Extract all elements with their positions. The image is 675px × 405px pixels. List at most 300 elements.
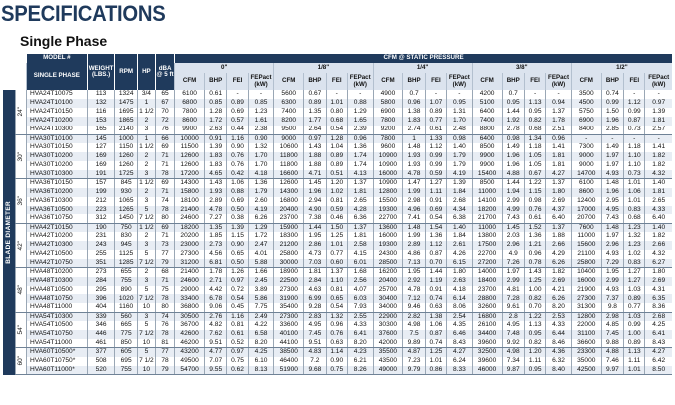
- model-cell: HVA36T10150: [26, 179, 87, 188]
- value-cell: 1.27: [624, 268, 645, 277]
- value-cell: 1.83: [205, 161, 227, 170]
- value-cell: 0.63: [425, 303, 446, 312]
- value-cell: 1.28: [326, 134, 347, 143]
- value-cell: 71: [155, 277, 174, 286]
- value-cell: 5750: [571, 108, 601, 117]
- value-cell: 1.16: [227, 312, 248, 321]
- value-cell: 1.44: [502, 179, 524, 188]
- value-cell: 6.26: [248, 214, 274, 223]
- value-cell: 2140: [115, 126, 137, 135]
- value-cell: 0.68: [524, 126, 545, 135]
- value-cell: 1.29: [248, 223, 274, 232]
- value-cell: 3/4: [137, 90, 155, 99]
- value-cell: -: [326, 90, 347, 99]
- value-cell: 81: [155, 339, 174, 348]
- value-cell: 17200: [175, 170, 205, 179]
- value-cell: 36700: [175, 321, 205, 330]
- value-cell: 1.05: [524, 152, 545, 161]
- value-cell: 2.69: [546, 197, 572, 206]
- value-cell: 1.29: [347, 108, 373, 117]
- value-cell: 19300: [373, 241, 403, 250]
- value-cell: 7.2: [304, 357, 326, 366]
- value-cell: 0.50: [227, 259, 248, 268]
- value-cell: 199: [87, 188, 115, 197]
- value-cell: 3: [137, 241, 155, 250]
- value-cell: 2.39: [347, 126, 373, 135]
- value-cell: 12400: [571, 197, 601, 206]
- value-cell: 1.02: [326, 188, 347, 197]
- value-cell: 78: [155, 330, 174, 339]
- value-cell: 0.69: [425, 206, 446, 215]
- value-cell: 446: [87, 330, 115, 339]
- value-cell: 23700: [472, 286, 502, 295]
- value-cell: 2.99: [601, 277, 623, 286]
- value-cell: 9.46: [403, 303, 425, 312]
- value-cell: 231: [87, 232, 115, 241]
- table-row: [3, 170, 672, 179]
- value-cell: 6.26: [546, 294, 572, 303]
- sub-header: CFM: [274, 73, 304, 90]
- model-cell: HVA30T10150: [26, 143, 87, 152]
- pressure-header: 0": [175, 63, 274, 73]
- value-cell: 1.27: [425, 179, 446, 188]
- value-cell: 1.37: [347, 223, 373, 232]
- value-cell: 4.27: [546, 170, 572, 179]
- value-cell: 9.51: [205, 339, 227, 348]
- value-cell: 22000: [571, 321, 601, 330]
- value-cell: 7.03: [304, 259, 326, 268]
- value-cell: 2.54: [447, 312, 473, 321]
- value-cell: 1065: [115, 197, 137, 206]
- value-cell: 2.83: [304, 312, 326, 321]
- value-cell: 21400: [175, 206, 205, 215]
- model-cell: HVA30T10100: [26, 134, 87, 143]
- value-cell: 1.11: [524, 357, 545, 366]
- value-cell: 1.10: [624, 152, 645, 161]
- value-cell: 312: [87, 214, 115, 223]
- value-cell: 1 1/2: [139, 107, 154, 115]
- table-row: [3, 339, 672, 348]
- value-cell: 1285: [115, 259, 137, 268]
- value-cell: 6400: [472, 134, 502, 143]
- table-row: [3, 277, 672, 286]
- value-cell: 0.90: [326, 357, 347, 366]
- value-cell: 0.73: [624, 126, 645, 135]
- value-cell: 75: [155, 286, 174, 295]
- value-cell: 1.88: [546, 232, 572, 241]
- value-cell: 6.32: [546, 357, 572, 366]
- value-cell: 2.55: [347, 312, 373, 321]
- value-cell: 1.70: [248, 152, 274, 161]
- sub-header: FEPact (kW): [546, 73, 572, 90]
- value-cell: -: [624, 134, 645, 143]
- value-cell: 1.88: [304, 152, 326, 161]
- value-cell: 2.73: [205, 241, 227, 250]
- value-cell: 6.41: [347, 330, 373, 339]
- value-cell: 845: [115, 179, 137, 188]
- value-cell: 9.79: [403, 366, 425, 375]
- value-cell: 6800: [175, 99, 205, 108]
- value-cell: 0.95: [524, 330, 545, 339]
- value-cell: 1.96: [502, 152, 524, 161]
- value-cell: 0.99: [624, 321, 645, 330]
- value-cell: 1.81: [304, 268, 326, 277]
- value-cell: 22900: [373, 312, 403, 321]
- value-cell: 9000: [571, 152, 601, 161]
- value-cell: 1.38: [425, 312, 446, 321]
- value-cell: 2.58: [347, 241, 373, 250]
- value-cell: 30500: [175, 312, 205, 321]
- value-cell: 2.45: [248, 277, 274, 286]
- value-cell: 12800: [373, 188, 403, 197]
- value-cell: 4.21: [546, 286, 572, 295]
- value-cell: 2.47: [248, 241, 274, 250]
- value-cell: 1.12: [624, 99, 645, 108]
- value-cell: 1.97: [601, 161, 623, 170]
- value-cell: 7400: [274, 108, 304, 117]
- value-cell: 1.81: [347, 188, 373, 197]
- value-cell: 7.29: [601, 259, 623, 268]
- value-cell: 4.29: [546, 250, 572, 259]
- value-cell: 1.35: [205, 223, 227, 232]
- value-cell: 4.25: [645, 321, 672, 330]
- value-cell: 1.95: [601, 268, 623, 277]
- value-cell: 2.98: [403, 197, 425, 206]
- value-cell: 1.26: [227, 268, 248, 277]
- value-cell: 655: [115, 268, 137, 277]
- value-cell: 1.41: [645, 143, 672, 152]
- value-cell: 1.82: [645, 232, 672, 241]
- value-cell: 7.43: [502, 214, 524, 223]
- model-cell: HVA30T10300: [26, 170, 87, 179]
- value-cell: 1.25: [524, 277, 545, 286]
- value-cell: 1.12: [425, 143, 446, 152]
- value-cell: 6400: [472, 108, 502, 117]
- value-cell: 1.18: [624, 143, 645, 152]
- value-cell: 4.98: [502, 348, 524, 357]
- value-cell: 42600: [175, 330, 205, 339]
- value-cell: 4.01: [248, 250, 274, 259]
- value-cell: 2.8: [502, 312, 524, 321]
- value-cell: 2.99: [502, 197, 524, 206]
- value-cell: 0.88: [347, 99, 373, 108]
- value-cell: 2.63: [205, 126, 227, 135]
- value-cell: 4.93: [601, 250, 623, 259]
- value-cell: 1.74: [347, 152, 373, 161]
- value-cell: 7.23: [403, 357, 425, 366]
- value-cell: 2.03: [502, 232, 524, 241]
- value-cell: -: [645, 134, 672, 143]
- value-cell: 9900: [472, 152, 502, 161]
- value-cell: 2.60: [248, 197, 274, 206]
- value-cell: 520: [87, 366, 115, 375]
- value-cell: -: [425, 90, 446, 99]
- value-cell: 16800: [274, 197, 304, 206]
- value-cell: 4.56: [205, 250, 227, 259]
- value-cell: 16800: [472, 312, 502, 321]
- value-cell: 0.67: [304, 90, 326, 99]
- value-cell: 4.13: [347, 170, 373, 179]
- table-row: [3, 108, 672, 117]
- value-cell: 1.22: [524, 179, 545, 188]
- value-cell: 191: [87, 170, 115, 179]
- value-cell: 1.81: [546, 152, 572, 161]
- value-cell: 1.45: [502, 223, 524, 232]
- value-cell: 25700: [373, 286, 403, 295]
- value-cell: 0.78: [524, 259, 545, 268]
- value-cell: 2.69: [645, 277, 672, 286]
- value-cell: 4.78: [403, 286, 425, 295]
- model-cell: HVA42T10750: [26, 259, 87, 268]
- value-cell: 4.36: [546, 348, 572, 357]
- value-cell: 2.96: [502, 241, 524, 250]
- value-cell: 1: [137, 134, 155, 143]
- value-cell: 49500: [175, 357, 205, 366]
- blade-size-label: 24": [16, 90, 27, 134]
- value-cell: 0.54: [326, 303, 347, 312]
- value-cell: 4.18: [248, 170, 274, 179]
- value-cell: 1.40: [645, 179, 672, 188]
- value-cell: 7.38: [304, 214, 326, 223]
- value-cell: 0.46: [326, 214, 347, 223]
- value-cell: 0.82: [524, 117, 545, 126]
- value-cell: 7600: [571, 223, 601, 232]
- value-cell: 0.97: [304, 134, 326, 143]
- value-cell: 1.52: [524, 223, 545, 232]
- value-cell: 35000: [571, 357, 601, 366]
- value-cell: 15500: [373, 197, 403, 206]
- value-cell: 7 1/2: [139, 330, 154, 338]
- value-cell: 2.76: [205, 312, 227, 321]
- value-cell: 14100: [472, 197, 502, 206]
- value-cell: 930: [115, 188, 137, 197]
- value-cell: 0.99: [624, 108, 645, 117]
- value-cell: 16000: [571, 277, 601, 286]
- table-row: [3, 286, 672, 295]
- value-cell: 71: [155, 161, 174, 170]
- value-cell: 1.44: [304, 223, 326, 232]
- value-cell: 0.94: [546, 99, 572, 108]
- value-cell: 7 1/2: [139, 294, 154, 302]
- value-cell: -: [227, 90, 248, 99]
- value-cell: 7.45: [304, 330, 326, 339]
- value-cell: 0.77: [326, 250, 347, 259]
- value-cell: 4.18: [447, 286, 473, 295]
- value-cell: 4.93: [601, 170, 623, 179]
- value-cell: 6.38: [447, 214, 473, 223]
- value-cell: 2.99: [502, 277, 524, 286]
- value-cell: 0.81: [326, 197, 347, 206]
- model-cell: HVA36T10750: [26, 214, 87, 223]
- value-cell: 77: [155, 348, 174, 357]
- value-cell: 0.99: [425, 161, 446, 170]
- value-cell: 1.82: [546, 268, 572, 277]
- value-cell: 1.23: [624, 223, 645, 232]
- value-cell: 9900: [472, 161, 502, 170]
- value-cell: -: [447, 90, 473, 99]
- value-cell: 20400: [373, 277, 403, 286]
- value-cell: 1.72: [205, 117, 227, 126]
- value-cell: 25800: [571, 259, 601, 268]
- pressure-header: 1/4": [373, 63, 472, 73]
- value-cell: 2.89: [205, 197, 227, 206]
- value-cell: 4.31: [645, 286, 672, 295]
- value-cell: 0.97: [645, 99, 672, 108]
- model-cell: HVA60T10750*: [26, 357, 87, 366]
- value-cell: 1.34: [524, 134, 545, 143]
- value-cell: 38500: [274, 348, 304, 357]
- value-cell: 23000: [175, 241, 205, 250]
- value-cell: 0.76: [524, 206, 545, 215]
- value-cell: 4.87: [403, 348, 425, 357]
- value-cell: 4.35: [447, 321, 473, 330]
- value-cell: 2.68: [645, 312, 672, 321]
- value-cell: 1450: [115, 214, 137, 223]
- value-cell: 1.74: [347, 161, 373, 170]
- value-cell: 6.24: [447, 357, 473, 366]
- value-cell: 1.32: [326, 312, 347, 321]
- value-cell: 0.54: [425, 214, 446, 223]
- table-row: [3, 250, 672, 259]
- value-cell: 404: [87, 303, 115, 312]
- value-cell: 0.61: [227, 330, 248, 339]
- value-cell: 23700: [274, 214, 304, 223]
- value-cell: 9.06: [205, 303, 227, 312]
- value-cell: 4.86: [403, 250, 425, 259]
- value-cell: 9.28: [304, 303, 326, 312]
- value-cell: 71: [155, 232, 174, 241]
- value-cell: 8.50: [645, 366, 672, 375]
- value-cell: 9000: [571, 161, 601, 170]
- value-cell: 1: [137, 99, 155, 108]
- sub-header: FEI: [326, 73, 347, 90]
- value-cell: 145: [87, 134, 115, 143]
- value-cell: 21700: [472, 214, 502, 223]
- value-cell: 18200: [175, 223, 205, 232]
- value-cell: 7.26: [502, 259, 524, 268]
- value-cell: 7.5: [403, 330, 425, 339]
- value-cell: 10: [137, 366, 155, 375]
- value-cell: 1.82: [645, 161, 672, 170]
- value-cell: 1 1/2: [139, 143, 154, 151]
- value-cell: 5.86: [248, 294, 274, 303]
- model-cell: HVA24T10100: [26, 99, 87, 108]
- value-cell: 665: [115, 321, 137, 330]
- value-cell: 2.65: [645, 197, 672, 206]
- value-cell: 4.33: [645, 206, 672, 215]
- value-cell: 14700: [571, 170, 601, 179]
- value-cell: 37600: [373, 330, 403, 339]
- sub-header: FEI: [425, 73, 446, 90]
- value-cell: 0.54: [326, 126, 347, 135]
- model-header: MODEL #: [26, 54, 87, 63]
- value-cell: 0.85: [248, 99, 274, 108]
- value-cell: 7.13: [403, 259, 425, 268]
- value-cell: 1 1/2: [139, 179, 154, 187]
- value-cell: 4.73: [304, 250, 326, 259]
- value-cell: 4500: [571, 99, 601, 108]
- value-cell: 8.20: [347, 339, 373, 348]
- value-cell: 26100: [472, 321, 502, 330]
- value-cell: 4.78: [403, 170, 425, 179]
- value-cell: 2: [137, 117, 155, 126]
- value-cell: 0.57: [227, 117, 248, 126]
- value-cell: 22700: [373, 214, 403, 223]
- value-cell: 755: [115, 277, 137, 286]
- value-cell: 8.43: [645, 339, 672, 348]
- value-cell: 4.19: [248, 206, 274, 215]
- value-cell: 24600: [175, 277, 205, 286]
- value-cell: 1.70: [447, 117, 473, 126]
- value-cell: 0.95: [447, 99, 473, 108]
- value-cell: 1.07: [425, 99, 446, 108]
- value-cell: 5: [137, 321, 155, 330]
- value-cell: 4.22: [248, 321, 274, 330]
- value-cell: 0.98: [447, 134, 473, 143]
- value-cell: 377: [87, 348, 115, 357]
- value-cell: 7.48: [502, 330, 524, 339]
- value-cell: 0.88: [227, 188, 248, 197]
- value-cell: 2: [137, 152, 155, 161]
- value-cell: 1.03: [624, 286, 645, 295]
- table-row: [3, 179, 672, 188]
- value-cell: 0.96: [326, 321, 347, 330]
- value-cell: 6.35: [645, 294, 672, 303]
- value-cell: 1.65: [347, 117, 373, 126]
- sub-header: CFM: [571, 73, 601, 90]
- value-cell: 1.47: [403, 179, 425, 188]
- value-cell: 1150: [115, 143, 137, 152]
- value-cell: 7.62: [205, 330, 227, 339]
- value-cell: 9500: [274, 126, 304, 135]
- value-cell: 1.79: [447, 161, 473, 170]
- value-cell: 2.65: [347, 197, 373, 206]
- value-cell: 0.90: [227, 143, 248, 152]
- value-cell: 0.74: [425, 294, 446, 303]
- value-cell: 1.78: [205, 268, 227, 277]
- value-cell: 0.99: [601, 99, 623, 108]
- value-cell: 2.82: [403, 312, 425, 321]
- value-cell: 69: [155, 179, 174, 188]
- value-cell: 1.97: [601, 232, 623, 241]
- value-cell: 1.36: [425, 232, 446, 241]
- value-cell: 2: [137, 161, 155, 170]
- value-cell: 1.50: [601, 108, 623, 117]
- value-cell: 20700: [571, 214, 601, 223]
- value-cell: 19300: [373, 206, 403, 215]
- value-cell: 4.27: [447, 348, 473, 357]
- value-cell: 7800: [373, 117, 403, 126]
- blade-size-label: 48": [16, 268, 27, 312]
- value-cell: 0.82: [524, 294, 545, 303]
- value-cell: 1.01: [425, 357, 446, 366]
- value-cell: 1.33: [425, 134, 446, 143]
- value-cell: 54700: [175, 366, 205, 375]
- value-cell: 1.31: [447, 108, 473, 117]
- value-cell: 2: [137, 232, 155, 241]
- value-cell: 14300: [274, 188, 304, 197]
- value-cell: 1.39: [645, 108, 672, 117]
- value-cell: 31300: [571, 303, 601, 312]
- blade-size-label: 36": [16, 179, 27, 223]
- value-cell: 1.40: [447, 223, 473, 232]
- model-cell: HVA42T10200: [26, 232, 87, 241]
- value-cell: 1.44: [502, 108, 524, 117]
- value-cell: 6.26: [546, 259, 572, 268]
- value-cell: 16000: [373, 232, 403, 241]
- spec-table: [3, 54, 672, 375]
- value-cell: 1.13: [524, 99, 545, 108]
